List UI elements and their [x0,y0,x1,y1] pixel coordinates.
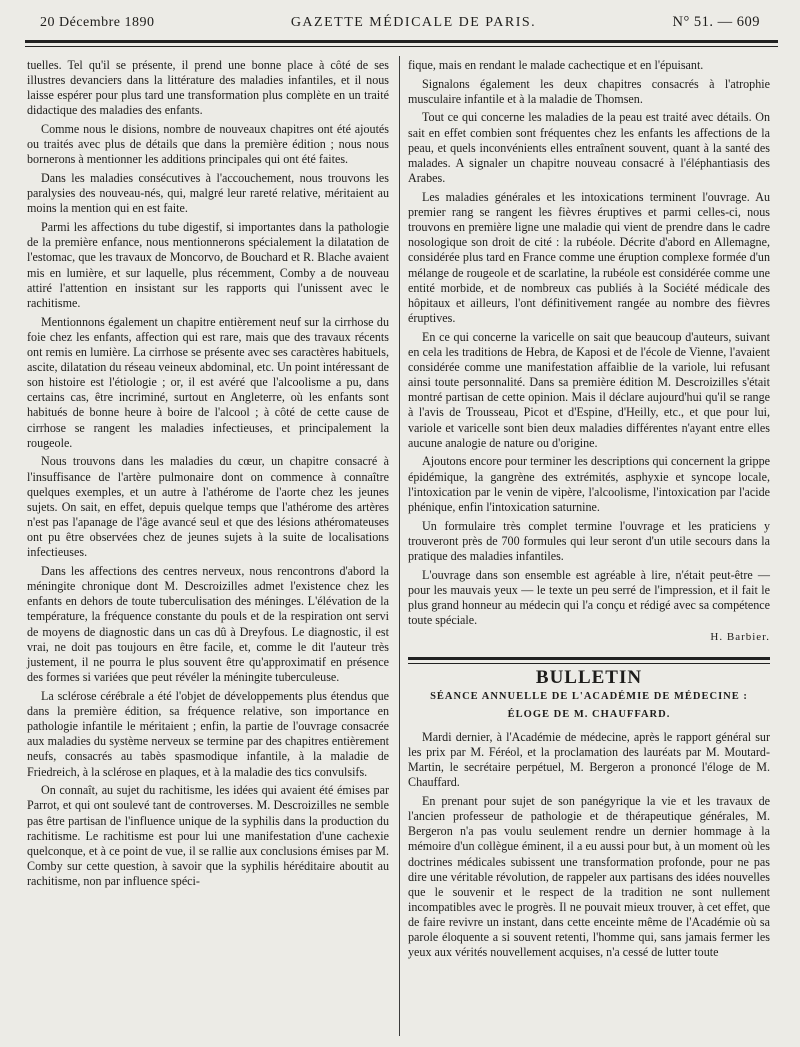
right-column [408,58,770,961]
bulletin-subtitle-2: ÉLOGE DE M. CHAUFFARD. [507,708,671,720]
paragraph: fique, mais en rendant le malade cachectique et en l'épuisant. [408,58,704,72]
paragraph: tuelles. Tel qu'il se présente, il prend une bonne place à côté de ses illustres devanciers dans la littérature des maladies infantiles, et il nous laisse espérer pour plus tard une transformation plus complète en un traité didactique des maladies des enfants. [27,58,389,118]
paragraph: Mardi dernier, à l'Académie de médecine, après le rapport général sur les prix par M. Féréol, et la proclamation des lauréats par M. Moutard-Martin, le secrétaire perpétuel, M. Bergeron a prononcé l'éloge de M. Chauffard. [408,729,770,790]
paragraph: Parmi les affections du tube digestif, si importantes dans la pathologie de la première enfance, nous mentionnerons spécialement la dilatation de l'estomac, que les travaux de Moncorvo, de Bouchard et R. Blache avaient mis en lumière, et sur laquelle, plus récemment, Comby a de nouveau attiré l'attention en insistant sur les rapports qui l'unissent avec le rachitisme. [27,220,389,310]
paragraph: En prenant pour sujet de son panégyrique la vie et les travaux de l'ancien professeur de pathologie et de thérapeutique générales, M. Bergeron n'a pas voulu seulement rendre un dernier hommage à la mémoire d'un collègue éminent, il a eu aussi pour but, à un moment où les doctrines médicales subissent une transformation profonde, pour ne pas dire une véritable révolution, de rappeler aux partisans des idées nouvelles que le souvenir et le respect de la tradition ne sont nullement incompatibles avec le progrès. Il ne pouvait mieux trouver, à cet effet, que de faire revivre un instant, dans cette enceinte même de l'Académie où sa parole éloquente a si souvent retenti, l'homme qui, sans jamais fermer les yeux aux vérités nouvellement acquises, n'a cessé de lutter toute [408,793,770,960]
paragraph: Tout ce qui concerne les maladies de la peau est traité avec détails. On sait en effet combien sont fréquentes chez les enfants les affections de la peau, et quels inconvénients elles entraînent souvent, quant à la santé des malades. A signaler un chapitre nouveau consacré à l'éléphantiasis des Arabes. [408,110,770,186]
paragraph: Ajoutons encore pour terminer les descriptions qui concernent la grippe épidémique, la gangrène des extrémités, asphyxie et syncope locale, l'intoxication par le venin de vipère, l'alcoolisme, l'intoxication par l'acide phénique, enfin l'intoxication saturnine. [408,454,770,514]
paragraph: La sclérose cérébrale a été l'objet de développements plus étendus que dans la première édition, sa fréquence relative, son importance en pathologie infantile le méritaient ; enfin, la partie de l'ouvrage consacrée aux maladies du système nerveux se termine par des chapitres entièrement neufs, consacrés au tabès spasmodique infantile, à la maladie de Friedreich, à la sclérose en plaques, et à la maladie des tics convulsifs. [27,688,389,779]
paragraph: Dans les maladies consécutives à l'accouchement, nous trouvons les paralysies des nouveau-nés, qui, malgré leur rareté relative, méritaient au moins la mention qui en est faite. [27,171,389,216]
header-rule [25,40,778,47]
header-date: 20 Décembre 1890 [40,15,155,30]
author-signature: H. Barbier. [710,631,770,644]
paragraph: Les maladies générales et les intoxications terminent l'ouvrage. Au premier rang se rangent les fièvres éruptives et parmi celles-ci, nous trouvons en première ligne une maladie qui vient de prendre dans le cadre nosologique son droit de cité : la rubéole. Décrite d'abord en Allemagne, considérée plus tard en France comme une éruption complexe formée d'un mélange de rougeole et de scarlatine, la rubéole est considérée comme une entité morbide, et de nombreux cas publiés à la Société médicale des hôpitaux et ailleurs, l'ont définitivement rangée au nombre des fièvres éruptives. [408,189,770,325]
bulletin-title: BULLETIN [535,667,643,689]
paragraph: Signalons également les deux chapitres consacrés à l'atrophie musculaire infantile et à la maladie de Thomsen. [408,76,770,106]
left-column [27,58,389,889]
paragraph: Mentionnons également un chapitre entièrement neuf sur la cirrhose du foie chez les enfants, affection qui est rare, mais que des travaux récents ont remis en lumière. La cirrhose se présente avec ses caractères habituels, ascite, dilatation du réseau veineux abdominal, etc. Un point intéressant de son histoire est l'étiologie ; or, il est avéré que l'alcoolisme a pu, dans certains cas, être incriminé, surtout en Angleterre, où les enfants sont habitués de bonne heure à boire de l'alcool ; à côté de cette cause de cirrhose se rangent les maladies infectieuses, et principalement la rougeole. [27,314,389,450]
paragraph: Comme nous le disions, nombre de nouveaux chapitres ont été ajoutés ou traités avec plus de détails que dans la première édition ; nous nous bornerons à mentionner les additions principales qui ont été faites. [27,122,389,167]
page-header [40,14,760,36]
paragraph: Dans les affections des centres nerveux, nous rencontrons d'abord la méningite chronique dont M. Descroizilles admet l'existence chez les enfants en dehors de toute tuberculisation des méninges. L'élévation de la température, la fréquence constante du pouls et de la respiration ont servi de moyens de diagnostic dans un cas dû à Dreyfous. Le diagnostic, il est vrai, ne doit pas toujours en être facile, et, comme le dit l'auteur très justement, il ne pourra le plus souvent être qu'approximatif en présence des formes si variées que peut révéler la méningite tuberculeuse. [27,564,389,685]
bulletin-subtitle: SÉANCE ANNUELLE DE L'ACADÉMIE DE MÉDECINE : [430,691,748,703]
header-title: GAZETTE MÉDICALE DE PARIS. [290,15,537,30]
paragraph: On connaît, au sujet du rachitisme, les idées qui avaient été émises par Parrot, et qui ont soulevé tant de controverses. M. Descroizilles ne semble pas être partisan de l'influence unique de la syphilis dans la production du rachitisme. Le rachitisme est pour lui une manifestation d'une cachexie quelconque, et à ce point de vue, il se rallie aux conclusions émises par M. Comby sur cette question, à savoir que la syphilis héréditaire aboutit au rachitisme, non par influence spéci- [27,783,389,889]
paragraph: L'ouvrage dans son ensemble est agréable à lire, n'était peut-être — pour les mauvais yeux — le texte un peu serré de l'impression, et il fait le plus grand honneur au médecin qui l'a conçu et rédigé avec sa compétence toute spéciale. [408,567,770,627]
paragraph: Nous trouvons dans les maladies du cœur, un chapitre consacré à l'insuffisance de l'artère pulmonaire dont on commence à connaître quelques exemples, et un autre à l'athérome de l'aorte chez les jeunes sujets. On sait, en effet, depuis quelque temps que l'athérome des artères n'est pas l'apanage de l'âge avancé seul et que des lésions athéromateuses ont pu être observées chez de jeunes sujets à la suite de localisations infectieuses. [27,454,389,560]
paragraph: Un formulaire très complet termine l'ouvrage et les praticiens y trouveront près de 700 formules qui leur seront d'un utile secours dans la pratique des maladies infantiles. [408,518,770,563]
column-divider [399,56,400,1036]
paragraph: En ce qui concerne la varicelle on sait que beaucoup d'auteurs, suivant en cela les traditions de Hebra, de Kaposi et de l'école de Vienne, l'avaient considérée comme une manifestation affaiblie de la variole, lui refusant ainsi toute personnalité. Dans sa première édition M. Descroizilles s'était montré partisan de cette opinion. Mais il déclare aujourd'hui qu'il se range à l'avis de Trousseau, Picot et d'Espine, d'Heilly, etc., et que pour lui, variole et varicelle sont bien deux maladies différentes n'ayant entre elles aucune analogie de nature ou d'origine. [408,329,770,450]
section-rule [408,657,770,664]
header-number: N° 51. — 609 [672,14,760,30]
